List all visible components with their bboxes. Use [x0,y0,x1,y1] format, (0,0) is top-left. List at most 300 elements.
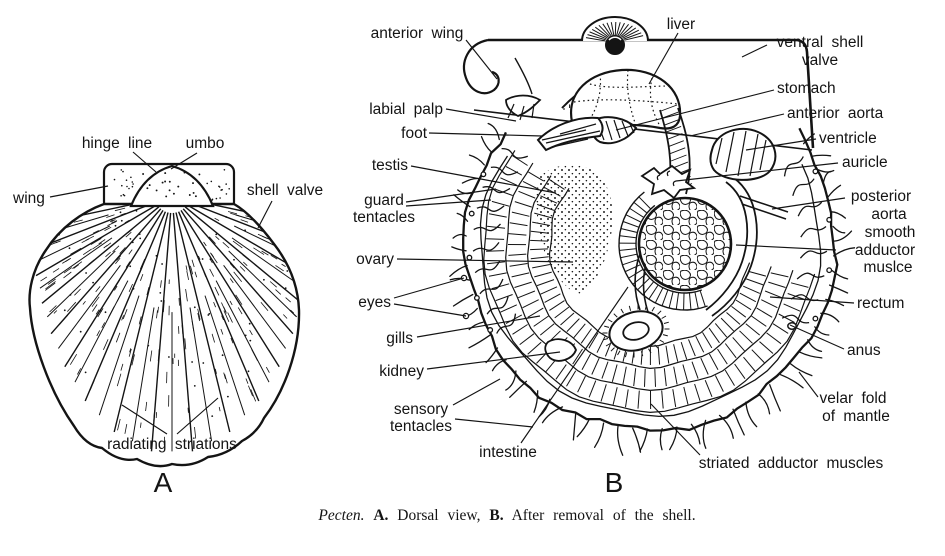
eye-dot [813,169,818,174]
hinge-stipple-dot [206,183,208,185]
fringe-tentacle [818,170,834,172]
fringe-tentacle [618,426,623,455]
gill-rung [534,272,551,277]
texture-dash [296,249,301,251]
guard-tentacle [782,315,809,323]
gill-rung [721,318,734,331]
texture-dot [222,354,224,356]
label-posterior-aorta-1: posterior [850,188,912,205]
gill-rung [486,251,504,252]
umbo-stipple-dot [173,193,175,195]
gill-rung [523,300,539,308]
gill-rung [519,191,536,198]
leader-anterior-wing [466,40,497,79]
umbo-stipple-dot [149,184,151,186]
crescent-striation [623,260,638,265]
gill-rung [743,286,760,293]
label-smooth-adductor-1: smooth [864,224,916,241]
texture-dot [147,345,149,347]
gill-rung [489,273,507,276]
coil-tick [629,306,630,311]
hinge-stipple-dot [220,189,222,191]
kidney-drawing [545,339,576,361]
gill-rung [520,334,534,345]
gill-rung [634,368,636,386]
crescent-striation [676,293,678,309]
texture-dot [248,370,250,372]
umbo-stipple-dot [169,181,171,183]
texture-dot [121,220,123,222]
anterior-wing-curl [464,40,499,93]
label-ventricle: ventricle [819,130,877,147]
gill-rung [725,344,736,358]
fringe-tentacle [454,295,473,307]
gill-rung [715,323,727,337]
label-guard-tentacles-2: tentacles [352,209,416,226]
gill-rung [689,339,696,356]
label-wing: wing [13,190,45,207]
fringe-tentacle [791,364,812,376]
gill-rung [549,301,564,311]
gill-rung [613,387,617,405]
gill-rung [752,316,767,326]
gill-rung [545,294,561,303]
eye-dot [481,172,486,177]
umbo-stipple-dot [193,192,195,194]
valve-inner-edge [515,58,532,94]
leader-posterior-aorta [772,198,845,209]
label-sensory-tentacles-1: sensory [393,401,449,418]
texture-dash [302,255,310,258]
eye-dot [467,255,472,260]
coil-tick [618,351,621,355]
gill-rung [684,387,688,405]
gill-rung [674,367,677,385]
fringe-tentacle [482,137,492,152]
gill-rung [589,381,596,398]
hinge-stipple-dot [130,177,132,179]
coil-tick [611,348,615,352]
texture-dot [139,233,141,235]
gill-rung [725,370,734,386]
gill-rung [528,308,544,317]
label-hinge-line: hinge line [81,135,153,152]
fringe-tentacle [758,394,769,414]
gill-rung [592,358,599,374]
fringe-tentacle [823,171,831,183]
caption-species: Pecten. [318,507,365,524]
umbo-stipple-dot [164,181,166,183]
hinge-stipple-dot [211,181,213,183]
gill-rung [733,337,745,351]
texture-dot [105,311,107,313]
label-shell-valve: shell valve [246,182,324,199]
gill-rung [574,324,586,338]
label-sensory-tentacles-2: tentacles [389,418,453,435]
gill-rung [496,295,513,301]
gill-rung [736,300,751,310]
umbo-stipple-dot [184,172,186,174]
coil-tick [662,316,666,319]
coil-tick [658,311,662,315]
crescent-striation [649,285,658,298]
coil-tick [663,335,668,336]
gill-rung [510,264,528,267]
texture-dot [129,265,131,267]
gill-rung [666,346,669,364]
gill-rung [662,391,664,409]
crescent-striation [630,209,644,218]
hinge-stipple-dot [126,179,128,181]
texture-dot [233,259,235,261]
texture-dot [132,242,134,244]
gill-rung [567,371,576,387]
texture-dot [161,263,163,265]
panel-b [353,16,915,498]
crescent-striation [662,290,668,305]
leader-smooth-adductor [736,245,836,250]
hinge-stipple-dot [132,181,134,183]
gill-rung [773,324,788,334]
gill-rung [740,293,756,302]
leader-sensory-tentacles-2 [455,419,533,427]
leader-eyes-2 [394,304,466,316]
gill-rung [645,369,646,387]
texture-dash [282,224,287,225]
fringe-tentacle [469,335,490,348]
texture-dash [179,298,180,306]
hinge-stipple-dot [121,169,123,171]
leader-sensory-tentacles-1 [453,379,500,405]
coil-tick [664,322,669,323]
leader-shell-valve [258,201,272,228]
fringe-tentacle [470,155,485,165]
hinge-stipple-dot [114,179,116,181]
texture-dot [191,361,193,363]
texture-dot [194,385,196,387]
texture-dot [136,210,138,212]
gill-rung [541,287,558,294]
hinge-stipple-dot [128,188,130,190]
umbo-stipple-dot [169,189,171,191]
gill-rung [746,324,760,335]
hinge-stipple-dot [226,193,228,195]
texture-dot [100,310,102,312]
texture-dot [215,234,217,236]
figure-caption [69,507,945,525]
umbo-stipple-dot [156,189,158,191]
gill-rung [513,325,528,335]
gill-rung [732,306,746,317]
gill-rung [601,384,606,401]
gill-rung [705,380,712,397]
umbo-stipple-dot [164,172,166,174]
gill-rung [768,282,785,287]
eye-dot [827,268,832,273]
gill-rung [567,319,580,332]
texture-dot [85,272,87,274]
umbo-stipple-dot [165,195,167,197]
fringe-tentacle [828,185,841,197]
gill-rung [709,354,718,370]
fringe-tentacle [660,429,662,450]
gill-rung [500,305,516,312]
gill-rung [715,376,723,392]
ventricle-drawing [710,129,775,180]
texture-dot [160,300,162,302]
gill-rung [746,279,763,285]
leader-gills [417,316,540,337]
gill-rung [581,329,591,344]
umbo-stipple-dot [142,173,144,175]
eye-dot [488,328,493,333]
label-liver: liver [666,16,696,33]
hinge-stipple-dot [228,188,230,190]
aorta-hatch [671,155,686,161]
gill-rung [623,367,626,385]
fringe-tentacle [573,413,575,440]
crescent-striation [620,236,636,238]
leader-ventral-shell-valve [742,45,767,57]
gill-rung [561,313,575,325]
texture-dot [202,362,204,364]
umbo-stipple-dot [162,182,164,184]
hinge-stipple-dot [216,198,218,200]
hinge-stipple-dot [132,183,134,185]
crescent-striation [639,197,650,208]
label-smooth-adductor-2: adductor [854,242,916,259]
texture-dot [85,372,87,374]
gill-rung [771,273,789,277]
fringe-tentacle [462,178,478,183]
gill-rung [761,300,777,308]
gill-rung [740,331,753,344]
texture-dot [207,314,209,316]
label-gills: gills [386,330,413,347]
gill-rung [735,364,745,379]
gill-rung [709,328,719,343]
gill-rung [703,332,712,348]
caption-a-marker: A. [373,507,389,524]
texture-dot [245,335,247,337]
foot-drawing [538,118,603,150]
texture-dot [202,258,204,260]
hinge-stipple-dot [121,185,123,187]
label-ventral-shell-valve-1: ventral shell [776,34,864,51]
texture-dot [168,356,170,358]
fringe-tentacle [834,248,855,256]
gill-rung [674,344,678,362]
crescent-striation [700,291,705,306]
hinge-stipple-dot [126,186,128,188]
crescent-striation [621,229,637,233]
leader-guard-tentacles-2 [406,200,491,206]
label-posterior-aorta-2: aorta [871,206,907,223]
gill-rung [509,234,527,236]
gill-rung [638,391,639,409]
texture-dash [31,241,42,245]
hinge-stipple-dot [219,186,221,188]
fringe-tentacle [808,340,822,352]
gill-rung [760,342,774,354]
leader-eyes-1 [394,278,464,298]
gill-rung [515,202,532,208]
palp-outline [506,96,540,117]
texture-dot [263,279,265,281]
texture-dot [115,225,117,227]
fringe-tentacle [633,428,641,452]
texture-dot [64,309,66,311]
label-velar-fold-1: velar fold [819,390,887,407]
gill-rung [718,349,728,364]
coil-tick [621,309,624,313]
eye-dot [827,218,832,223]
label-anus: anus [847,342,881,359]
fringe-tentacle [821,313,839,322]
texture-dot [227,396,229,398]
texture-dot [286,270,288,272]
gill-rung [658,347,659,365]
texture-dot [249,340,251,342]
hinge-stipple-dot [132,186,134,188]
gill-rung [701,358,708,374]
ventricle-outline [710,129,775,180]
label-testis: testis [371,157,408,174]
fringe-tentacle [833,226,845,232]
gill-rung [556,365,566,380]
gill-rung [582,354,591,370]
texture-dash [281,230,292,233]
texture-dot [139,238,141,240]
label-intestine: intestine [479,444,537,461]
gill-rung [578,376,586,392]
gill-rung [757,308,773,317]
gill-rung [508,254,526,255]
label-smooth-adductor-3: muslce [863,259,913,276]
umbo-stipple-dot [192,182,194,184]
texture-dot [70,294,72,296]
fringe-tentacle [595,423,604,447]
gill-rung [696,336,704,352]
panel-a [12,135,323,498]
gill-rung [744,357,756,371]
label-striated-adductor: striated adductor muscles [698,455,884,472]
hinge-stipple-dot [219,197,221,199]
label-ovary: ovary [356,251,394,268]
texture-dot [285,287,287,289]
coil-tick [660,340,664,343]
gill-rung [515,282,532,287]
label-eyes: eyes [358,294,391,311]
gill-rung [486,239,504,240]
label-velar-fold-2: of mantle [822,408,890,425]
gill-rung [791,283,808,288]
gill-rung [589,333,598,349]
fringe-tentacle [640,429,648,451]
fringe-tentacle [800,352,822,358]
gill-rung [695,384,701,401]
texture-dot [225,216,227,218]
umbo-stipple-dot [177,186,179,188]
label-foot: foot [401,125,427,142]
gill-rung [489,214,507,217]
fringe-tentacle [488,124,499,140]
gill-rung [532,265,550,268]
texture-dot [244,229,246,231]
label-kidney: kidney [379,363,424,380]
coil-tick [625,352,626,357]
umbo-stipple-dot [195,195,197,197]
crescent-striation [656,288,663,302]
leader-foot [429,133,542,136]
guard-tentacle [797,273,824,279]
guard-tentacle [800,251,827,258]
coil-tick [614,314,618,318]
texture-dot [69,247,71,249]
guard-tentacle [487,297,508,315]
gill-rung [612,365,617,382]
caption-b-marker: B. [489,507,504,524]
texture-dot [92,282,94,284]
smooth-adductor-drawing [639,198,731,290]
fringe-tentacle [781,375,803,388]
label-stomach: stomach [777,80,836,97]
gill-rung [487,262,505,264]
texture-dot [80,331,82,333]
coil-tick [608,320,612,323]
gill-rung [540,324,554,335]
aorta-hatch [670,148,686,154]
texture-dot [133,288,135,290]
umbo-stipple-dot [198,173,200,175]
hinge-stipple-dot [211,199,213,201]
guard-tentacle [785,157,804,177]
label-ventral-shell-valve-2: valve [801,52,839,69]
guard-tentacle [801,227,826,238]
texture-dash [283,246,287,248]
label-umbo: umbo [185,135,225,152]
aorta-hatch [668,141,684,147]
hinge-stipple-dot [120,195,122,197]
gill-rung [727,313,741,325]
umbo-stipple-dot [189,194,191,196]
crescent-striation [624,222,639,228]
gill-rung [518,291,535,298]
panel-b-letter: B [604,467,624,498]
label-anterior-wing: anterior wing [370,25,464,42]
gill-rung [664,368,666,386]
gill-rung [537,280,554,286]
gill-rung [784,304,801,311]
texture-dot [156,255,158,257]
fringe-tentacle [770,385,781,411]
gill-rung [528,342,542,354]
texture-dot [211,415,213,417]
texture-dash [268,231,275,234]
guard-tentacle [477,206,504,211]
panel-a-letter: A [153,467,173,498]
texture-dot [159,292,161,294]
texture-dash [285,241,295,245]
label-auricle: auricle [842,154,888,171]
crescent-striation [621,254,637,257]
crescent-striation [695,293,698,309]
crescent-striation [620,249,636,251]
leader-velar-fold [799,372,818,397]
gill-rung [683,365,688,382]
gonad-stipple-drawing [536,165,612,296]
eye-dot [813,316,818,321]
